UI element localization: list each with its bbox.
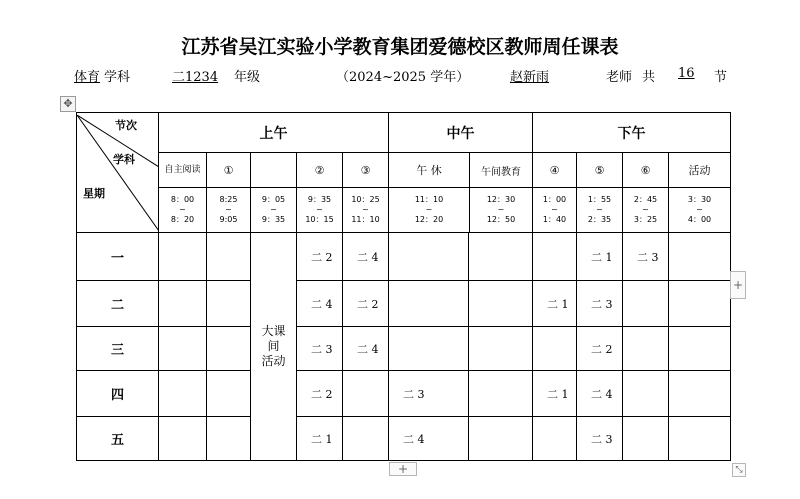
- slot-time-line: ~: [642, 205, 649, 214]
- day-label: 三: [77, 327, 159, 371]
- move-icon[interactable]: ✥: [60, 96, 76, 112]
- slot-time-6: [389, 188, 470, 232]
- slot-header-7: 午间教育: [481, 166, 522, 178]
- slot-time-line: 1：55: [587, 195, 612, 204]
- slot-time-7: [470, 188, 532, 232]
- class-cell[interactable]: [159, 417, 207, 461]
- class-cell[interactable]: [159, 281, 207, 327]
- class-cell[interactable]: 二 3: [577, 281, 623, 327]
- class-cell[interactable]: [533, 233, 577, 281]
- slot-time-line: 1：00: [542, 195, 567, 204]
- total-unit: 节: [714, 70, 728, 85]
- grade-value: 二1234: [172, 70, 219, 85]
- class-cell[interactable]: [469, 371, 533, 417]
- day-label: 四: [77, 371, 159, 417]
- noon-slot-headers: [389, 153, 533, 188]
- class-cell[interactable]: 二 3: [623, 233, 669, 281]
- slot-time-line: 11：10: [414, 195, 444, 204]
- slot-time-line: 9:05: [219, 215, 238, 224]
- day-label: 一: [77, 233, 159, 281]
- slot-time-line: 9：05: [261, 195, 286, 204]
- class-cell[interactable]: [533, 417, 577, 461]
- class-cell[interactable]: [207, 371, 251, 417]
- class-cell[interactable]: [669, 327, 731, 371]
- slot-time-line: 12：50: [486, 215, 516, 224]
- class-cell[interactable]: [533, 327, 577, 371]
- slot-time-3: [251, 188, 297, 233]
- class-cell[interactable]: 二 1: [577, 233, 623, 281]
- teacher-name: 赵新雨: [510, 70, 550, 85]
- slot-time-11: [669, 188, 731, 233]
- slot-header-2: ①: [207, 153, 251, 188]
- class-cell[interactable]: [207, 327, 251, 371]
- table-row: [77, 327, 731, 371]
- slot-time-line: ~: [270, 205, 277, 214]
- slot-time-8: [533, 188, 577, 233]
- slot-header-6: 午 休: [389, 153, 470, 187]
- slot-time-5: [343, 188, 389, 233]
- schedule-table: [76, 112, 731, 461]
- class-cell[interactable]: [469, 281, 533, 327]
- slot-time-line: 9：35: [307, 195, 332, 204]
- subject-label: 学科: [104, 70, 131, 85]
- header-line: [74, 66, 734, 88]
- slot-time-line: 8:25: [219, 195, 238, 204]
- slot-time-line: ~: [551, 205, 558, 214]
- class-cell[interactable]: 二 4: [343, 327, 389, 371]
- big-break-line: 间: [267, 339, 280, 353]
- period-morning: 上午: [159, 113, 389, 153]
- slot-time-9: [577, 188, 623, 233]
- period-noon: 中午: [389, 113, 533, 153]
- slot-time-4: [297, 188, 343, 233]
- slot-time-line: 2：35: [587, 215, 612, 224]
- class-cell[interactable]: [159, 371, 207, 417]
- corner-header-cell: [77, 113, 159, 233]
- slot-time-line: 12：20: [414, 215, 444, 224]
- slot-header-1: 自主阅读: [159, 153, 207, 188]
- class-cell[interactable]: [207, 281, 251, 327]
- class-cell[interactable]: 二 3: [389, 371, 469, 417]
- table-row: [77, 417, 731, 461]
- slot-time-line: 12：30: [486, 195, 516, 204]
- corner-label-subject: 学科: [113, 152, 135, 166]
- class-cell[interactable]: [389, 233, 469, 281]
- slot-time-line: 8：00: [170, 195, 195, 204]
- total-label: 共: [642, 70, 656, 85]
- class-cell[interactable]: [159, 233, 207, 281]
- class-cell[interactable]: [669, 281, 731, 327]
- table-row: [77, 233, 731, 281]
- class-cell[interactable]: 二 1: [533, 371, 577, 417]
- slot-time-line: 2：45: [633, 195, 658, 204]
- class-cell[interactable]: [623, 327, 669, 371]
- class-cell[interactable]: 二 2: [577, 327, 623, 371]
- class-cell[interactable]: [669, 417, 731, 461]
- slot-time-line: ~: [596, 205, 603, 214]
- slot-time-line: ~: [316, 205, 323, 214]
- slot-time-line: 8：20: [170, 215, 195, 224]
- class-cell[interactable]: 二 4: [389, 417, 469, 461]
- class-cell[interactable]: [669, 371, 731, 417]
- slot-time-line: ~: [696, 205, 703, 214]
- class-cell[interactable]: 二 3: [297, 327, 343, 371]
- resize-icon[interactable]: ⤡: [732, 463, 746, 477]
- class-cell[interactable]: [469, 417, 533, 461]
- class-cell[interactable]: [623, 417, 669, 461]
- slot-time-line: 3：25: [633, 215, 658, 224]
- slot-time-line: 10：25: [351, 195, 380, 204]
- day-label: 二: [77, 281, 159, 327]
- class-cell[interactable]: 二 2: [297, 371, 343, 417]
- slot-header-8: ④: [533, 153, 577, 188]
- slot-header-3: [251, 153, 297, 188]
- slot-time-10: [623, 188, 669, 233]
- teacher-label: 老师: [606, 70, 633, 85]
- slot-time-line: 11：10: [351, 215, 380, 224]
- class-cell[interactable]: 二 1: [533, 281, 577, 327]
- slot-time-line: 3：30: [687, 195, 712, 204]
- big-break-cell: [251, 233, 297, 461]
- class-cell[interactable]: 二 4: [297, 281, 343, 327]
- slot-header-9: ⑤: [577, 153, 623, 188]
- slot-time-line: ~: [425, 205, 433, 214]
- add-row-plus-icon[interactable]: +: [389, 462, 417, 476]
- slot-time-line: 9：35: [261, 215, 286, 224]
- class-cell[interactable]: [469, 327, 533, 371]
- noon-time-cells: [389, 188, 533, 233]
- slot-time-line: ~: [497, 205, 505, 214]
- class-cell[interactable]: 二 2: [343, 281, 389, 327]
- day-label: 五: [77, 417, 159, 461]
- slot-header-4: ②: [297, 153, 343, 188]
- class-cell[interactable]: 二 4: [577, 371, 623, 417]
- subject-value: 体育: [74, 70, 101, 85]
- class-cell[interactable]: [207, 233, 251, 281]
- class-cell[interactable]: 二 1: [297, 417, 343, 461]
- big-break-line: 活动: [261, 354, 286, 368]
- slot-time-1: [159, 188, 207, 233]
- slot-time-line: ~: [179, 205, 186, 214]
- add-column-plus-icon[interactable]: +: [730, 271, 746, 299]
- total-count: 16: [678, 66, 695, 81]
- class-cell[interactable]: [207, 417, 251, 461]
- grade-label: 年级: [234, 70, 261, 85]
- day-rows: [77, 233, 731, 461]
- class-cell[interactable]: [389, 327, 469, 371]
- big-break-line: 大课: [261, 324, 286, 338]
- slot-time-2: [207, 188, 251, 233]
- class-cell[interactable]: 二 2: [297, 233, 343, 281]
- class-cell[interactable]: [623, 371, 669, 417]
- document-title: 江苏省吴江实验小学教育集团爱德校区教师周任课表: [181, 36, 619, 58]
- class-cell[interactable]: 二 4: [343, 233, 389, 281]
- slot-header-10: ⑥: [623, 153, 669, 188]
- slot-time-line: 1：40: [542, 215, 567, 224]
- class-cell[interactable]: 二 3: [577, 417, 623, 461]
- corner-label-day: 星期: [83, 186, 105, 200]
- class-cell[interactable]: [623, 281, 669, 327]
- class-cell[interactable]: [343, 417, 389, 461]
- slot-header-5: ③: [343, 153, 389, 188]
- class-cell[interactable]: [389, 281, 469, 327]
- school-year: （2024~2025 学年）: [336, 70, 470, 85]
- class-cell[interactable]: [159, 327, 207, 371]
- class-cell[interactable]: [343, 371, 389, 417]
- slot-time-line: ~: [362, 205, 369, 214]
- slot-time-line: ~: [225, 205, 232, 214]
- table-row: [77, 281, 731, 327]
- class-cell[interactable]: [669, 233, 731, 281]
- corner-label-period: 节次: [115, 118, 137, 132]
- table-row: [77, 371, 731, 417]
- period-afternoon: 下午: [533, 113, 731, 153]
- slot-header-11: 活动: [669, 153, 731, 188]
- time-row: [77, 188, 731, 233]
- slot-time-line: 10：15: [305, 215, 334, 224]
- class-cell[interactable]: [469, 233, 533, 281]
- slot-time-line: 4：00: [687, 215, 712, 224]
